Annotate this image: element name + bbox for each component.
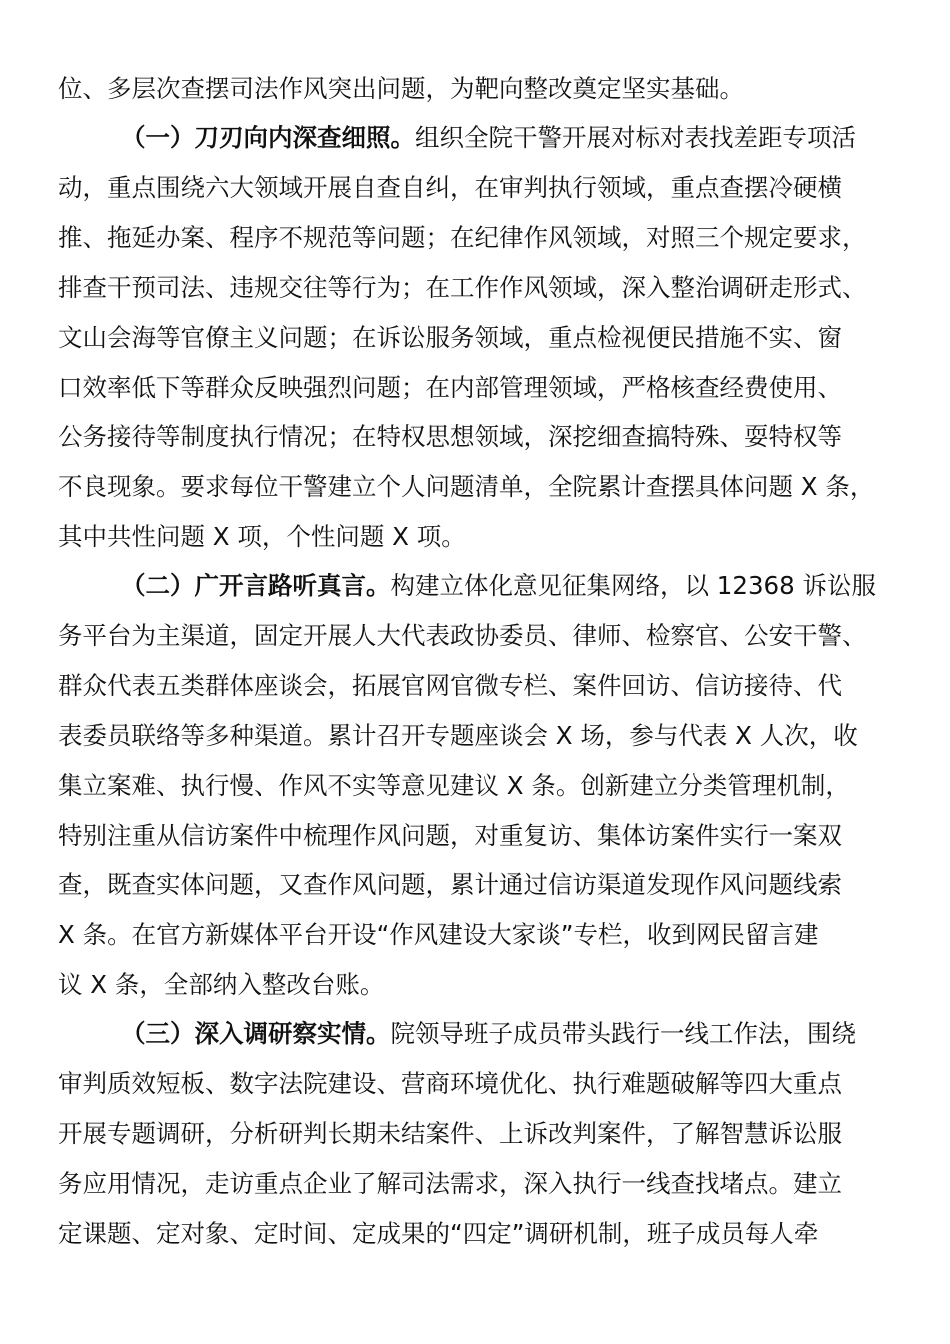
section1-line: 不良现象。要求每位干警建立个人问题清单，全院累计查摆具体问题 X 条，: [58, 472, 875, 501]
section1-line: 其中共性问题 X 项，个性问题 X 项。: [58, 522, 466, 551]
section2-heading: （二）广开言路听真言。: [121, 571, 391, 600]
section2-line: 表委员联络等多种渠道。累计召开专题座谈会 X 场，参与代表 X 人次，收: [58, 721, 858, 750]
section2-line: 特别注重从信访案件中梳理作风问题，对重复访、集体访案件实行一案双: [58, 821, 842, 850]
section1-line: 动，重点围绕六大领域开展自查自纠，在审判执行领域，重点查摆冷硬横: [58, 173, 842, 202]
section1-line: 文山会海等官僚主义问题；在诉讼服务领域，重点检视便民措施不实、窗: [58, 323, 842, 352]
section3-line: 务应用情况，走访重点企业了解司法需求，深入执行一线查找堵点。建立: [58, 1169, 842, 1198]
section3-first-line-text: 院领导班子成员带头践行一线工作法，围绕: [390, 1019, 856, 1048]
section3-line: 开展专题调研，分析研判长期未结案件、上诉改判案件，了解智慧诉讼服: [58, 1119, 842, 1148]
section2-line: 议 X 条，全部纳入整改台账。: [58, 970, 385, 999]
section2-line: 查，既查实体问题，又查作风问题，累计通过信访渠道发现作风问题线索: [58, 870, 842, 899]
section2-first-line: [121, 561, 898, 611]
section1-heading: （一）刀刃向内深查细照。: [121, 123, 415, 152]
section1-first-line-text: 组织全院干警开展对标对表找差距专项活: [415, 123, 856, 152]
section1-line: 排查干预司法、违规交往等行为；在工作作风领域，深入整治调研走形式、: [58, 273, 867, 302]
section1-first-line: [121, 113, 898, 163]
section3-line: 审判质效短板、数字法院建设、营商环境优化、执行难题破解等四大重点: [58, 1069, 842, 1098]
section2-line: 务平台为主渠道，固定开展人大代表政协委员、律师、检察官、公安干警、: [58, 621, 867, 650]
section2-line: X 条。在官方新媒体平台开设“作风建设大家谈”专栏，收到网民留言建: [58, 920, 819, 949]
section3-heading: （三）深入调研察实情。: [121, 1019, 391, 1048]
section2-first-line-text: 构建立体化意见征集网络，以 12368 诉讼服: [390, 571, 877, 600]
intro-line: 位、多层次查摆司法作风突出问题，为靶向整改奠定坚实基础。: [58, 74, 744, 103]
section3-first-line: [121, 1009, 898, 1059]
section3-line: 定课题、定对象、定时间、定成果的“四定”调研机制，班子成员每人牵: [58, 1219, 819, 1248]
section1-line: 推、拖延办案、程序不规范等问题；在纪律作风领域，对照三个规定要求，: [58, 223, 867, 252]
section2-line: 群众代表五类群体座谈会，拓展官网官微专栏、案件回访、信访接待、代: [58, 671, 842, 700]
section1-line: 公务接待等制度执行情况；在特权思想领域，深挖细查搞特殊、耍特权等: [58, 422, 842, 451]
section1-line: 口效率低下等群众反映强烈问题；在内部管理领域，严格核查经费使用、: [58, 373, 842, 402]
section2-line: 集立案难、执行慢、作风不实等意见建议 X 条。创新建立分类管理机制，: [58, 771, 850, 800]
